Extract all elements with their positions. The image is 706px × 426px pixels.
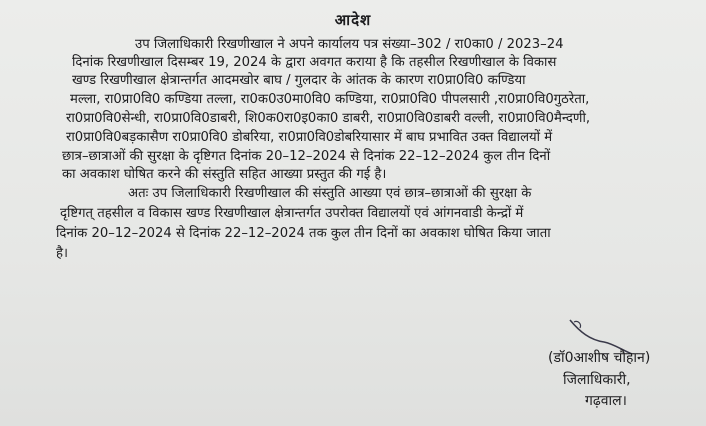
body-line: रा0प्रा0वि0बड़कासैण रा0प्रा0वि0 डोबरिया, रा0प्रा0वि0डोबरियासार में बाघ प्रभावित उक्त विद्यालयों में [66, 130, 553, 145]
signatory-designation: जिलाधिकारी, [563, 372, 631, 388]
body-line: मल्ला, रा0प्रा0वि0 कण्डिया तल्ला, रा0क0उ0मा0वि0 कण्डिया, रा0प्रा0वि0 पीपलसारी ,रा0प्रा0वि0गुठरेता, [70, 92, 590, 107]
signatory-place: गढ़वाल। [585, 393, 627, 409]
body-line: का अवकाश घोषित करने की संस्तुति सहित आख्या प्रस्तुत की गई है। [62, 167, 387, 182]
body-line: दृष्टिगत् तहसील व विकास खण्ड रिखणीखाल क्षेत्रान्तर्गत उपरोक्त विद्यालयों एवं आंगनवाडी केन्द्रों में [60, 206, 524, 221]
body-line: छात्र–छात्राओं की सुरक्षा के दृष्टिगत दिनांक 20–12–2024 से दिनांक 22–12–2024 कुल तीन दिनों [62, 149, 551, 164]
body-line: खण्ड रिखणीखाल क्षेत्रान्तर्गत आदमखोर बाघ / गुलदार के आंतक के कारण रा0प्रा0वि0 कण्डिया [72, 73, 526, 88]
signatory-name: (डॉ0आशीष चौहान) [548, 350, 651, 366]
document-title: आदेश [334, 11, 372, 29]
body-line: रा0प्रा0वि0सेन्धी, रा0प्रा0वि0डाबरी, शि0क0रा0इ0का0 डाबरी, रा0प्रा0वि0डाबरी वल्ली, रा0प्रा0वि0मैन्दणी, [66, 111, 591, 126]
body-line: दिनांक 20–12–2024 से दिनांक 22–12–2024 तक कुल तीन दिनों का अवकाश घोषित किया जाता [56, 226, 551, 241]
body-line: अतः उप जिलाधिकारी रिखणीखाल की संस्तुति आख्या एवं छात्र–छात्राओं की सुरक्षा के [128, 186, 532, 201]
body-line: है। [56, 246, 69, 261]
body-line: दिनांक रिखणीखाल दिसम्बर 19, 2024 के द्वारा अवगत कराया है कि तहसील रिखणीखाल के विकास [72, 55, 557, 70]
body-line: उप जिलाधिकारी रिखणीखाल ने अपने कार्यालय पत्र संख्या–302 / रा0का0 / 2023–24 [135, 37, 564, 52]
